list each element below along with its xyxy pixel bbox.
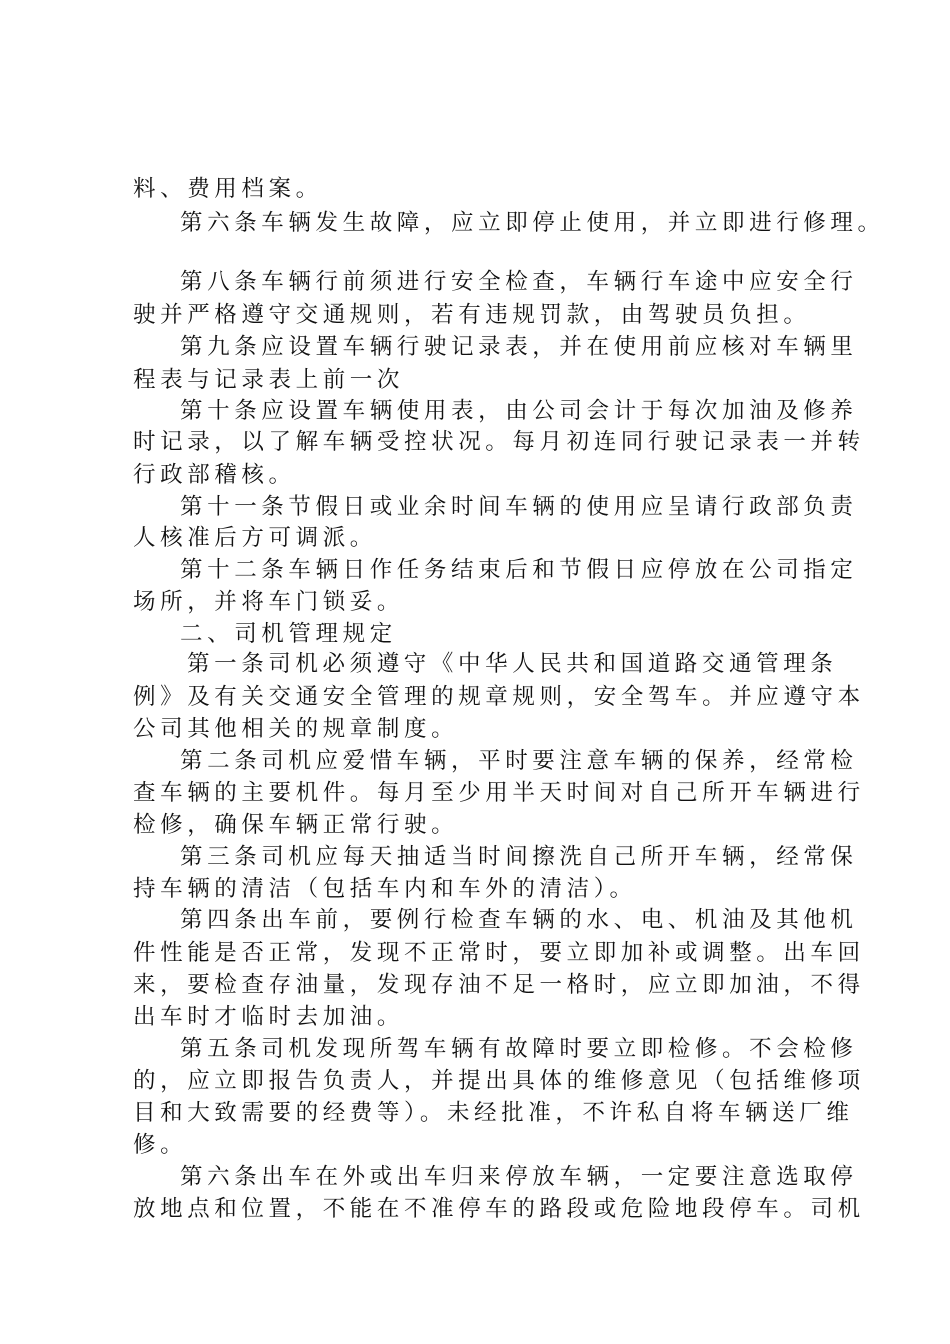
text-line: 第四条出车前，要例行检查车辆的水、电、机油及其他机 (180, 907, 858, 933)
text-line: 第十条应设置车辆使用表，由公司会计于每次加油及修养 (180, 398, 858, 424)
text-line: 驶并严格遵守交通规则，若有违规罚款，由驾驶员负担。 (133, 302, 811, 328)
text-line: 第五条司机发现所驾车辆有故障时要立即检修。不会检修 (180, 1036, 858, 1062)
text-line: 第十一条节假日或业余时间车辆的使用应呈请行政部负责 (180, 494, 858, 520)
text-line: 第三条司机应每天抽适当时间擦洗自己所开车辆，经常保 (180, 844, 858, 870)
text-line: 目和大致需要的经费等）。未经批准，不许私自将车辆送厂维 (133, 1100, 854, 1126)
text-line: 公司其他相关的规章制度。 (133, 716, 459, 742)
text-line: 例》及有关交通安全管理的规章规则，安全驾车。并应遵守本 (133, 684, 865, 710)
text-line: 的，应立即报告负责人，并提出具体的维修意见（包括维修项 (133, 1068, 865, 1094)
text-line: 人核准后方可调派。 (133, 525, 377, 551)
text-line: 第六条出车在外或出车归来停放车辆，一定要注意选取停 (180, 1164, 858, 1190)
text-line: 修。 (133, 1132, 188, 1158)
text-line: 第十二条车辆日作任务结束后和节假日应停放在公司指定 (180, 557, 858, 583)
text-line: 程表与记录表上前一次 (133, 367, 405, 393)
text-line: 料、费用档案。 (133, 176, 323, 202)
text-line: 时记录，以了解车辆受控状况。每月初连同行驶记录表一并转 (133, 429, 865, 455)
text-line: 件性能是否正常，发现不正常时，要立即加补或调整。出车回 (133, 940, 865, 966)
section-heading: 二、司机管理规定 (180, 621, 397, 647)
text-line: 行政部稽核。 (133, 462, 296, 488)
text-line: 第九条应设置车辆行驶记录表，并在使用前应核对车辆里 (180, 334, 858, 360)
text-line: 放地点和位置，不能在不准停车的路段或危险地段停车。司机 (133, 1196, 865, 1222)
text-line: 持车辆的清洁（包括车内和车外的清洁）。 (133, 876, 637, 902)
text-line: 第二条司机应爱惜车辆，平时要注意车辆的保养，经常检 (180, 748, 858, 774)
text-line: 查车辆的主要机件。每月至少用半天时间对自己所开车辆进行 (133, 780, 865, 806)
text-line: 场所，并将车门锁妥。 (133, 589, 405, 615)
text-line: 第八条车辆行前须进行安全检查，车辆行车途中应安全行 (180, 269, 858, 295)
text-line: 第一条司机必须遵守《中华人民共和国道路交通管理条 (187, 651, 838, 677)
text-line: 检修，确保车辆正常行驶。 (133, 812, 459, 838)
text-line: 出车时才临时去加油。 (133, 1004, 405, 1030)
text-line: 来，要检查存油量，发现存油不足一格时，应立即加油，不得 (133, 972, 865, 998)
text-line: 第六条车辆发生故障，应立即停止使用，并立即进行修理。 (180, 210, 885, 236)
